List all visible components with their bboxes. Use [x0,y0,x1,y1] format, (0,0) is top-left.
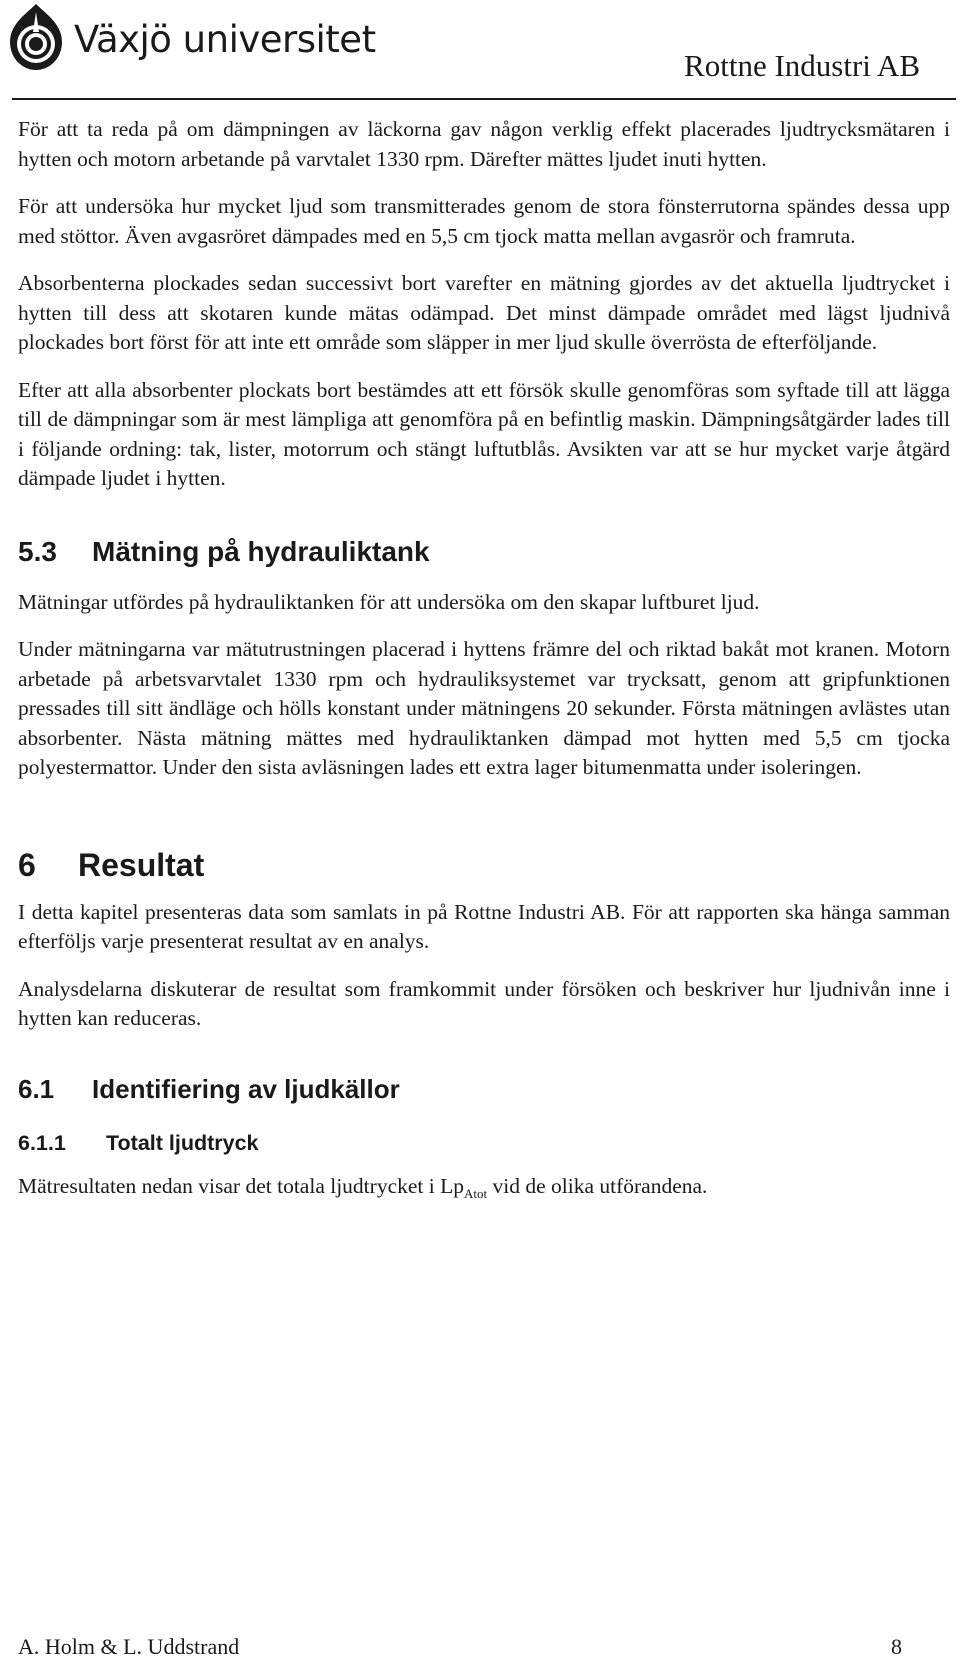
company-name: Rottne Industri AB [684,48,920,83]
paragraph: Under mätningarna var mätutrustningen placerad i hyttens främre del och riktad bakåt mot kranen. Motorn arbetade på arbetsvarvtalet 1330 rpm och hydrauliksystemet var trycksatt, genom att gripfunktionen pressades till sitt ändläge och hölls konstant under mätningens 20 sekunder. Första mätningen avlästes utan absorbenter. Nästa mätning mättes med hydrauliktanken dämpad mot hytten med 5,5 cm tjocka polyestermattor. Under den sista avläsningen lades ett extra lager bitumenmatta under isoleringen. [18,637,950,779]
section-number: 6.1 [18,1073,55,1104]
text: Mätresultaten nedan visar det totala ljudtrycket i Lp [18,1173,464,1198]
university-name: Växjö universitet [74,18,376,61]
paragraph [18,1172,950,1202]
section-number: 5.3 [18,535,57,567]
page-content [18,115,950,1219]
page-number: 8 [891,1634,902,1659]
footer-authors: A. Holm & L. Uddstrand [18,1634,240,1659]
paragraph: Absorbenterna plockades sedan successivt bort varefter en mätning gjordes av det aktuella ljudtrycket i hytten till dess att skotaren kunde mätas odämpad. Det minst dämpade området med lägst ljudnivå plockades bort först för att inte ett område som släpper in mer ljud skulle överrösta de efterföljande. [18,271,950,354]
chapter-heading-6 [18,847,950,884]
section-heading-6-1 [18,1074,950,1105]
paragraph: För att ta reda på om dämpningen av läckorna gav någon verklig effekt placerades ljudtrycksmätaren i hytten och motorn arbetande på varvtalet 1330 rpm. Därefter mättes ljudet inuti hytten. [18,117,950,171]
text: vid de olika utförandena. [487,1173,708,1198]
paragraph: Mätningar utfördes på hydrauliktanken för att undersöka om den skapar luftburet ljud. [18,589,760,614]
section-heading-5-3 [18,536,950,568]
subsection-heading-6-1-1 [18,1131,950,1156]
paragraph: Efter att alla absorbenter plockats bort bestämdes att ett försök skulle genomföras som syftade till att lägga till de dämpningar som är mest lämpliga att genomföra på en befintlig maskin. Dämpningsåtgärder lades till i följande ordning: tak, lister, motorrum och stängt luftutblås. Avsikten var att se hur mycket varje åtgärd dämpade ljudet i hytten. [18,377,950,490]
page-footer [0,1620,960,1659]
university-seal-logo [4,2,68,72]
section-title: Resultat [78,846,205,883]
subscript: Atot [463,1185,488,1201]
page-header [0,0,960,100]
header-divider [12,98,956,100]
section-title: Totalt ljudtryck [106,1130,259,1155]
paragraph: I detta kapitel presenteras data som samlats in på Rottne Industri AB. För att rapporten ska hänga samman efterföljs varje presenterat resultat av en analys. [18,899,950,953]
paragraph: Analysdelarna diskuterar de resultat som framkommit under försöken och beskriver hur ljudnivån inne i hytten kan reduceras. [18,976,950,1030]
section-title: Mätning på hydrauliktank [92,535,430,567]
section-title: Identifiering av ljudkällor [92,1073,400,1104]
paragraph: För att undersöka hur mycket ljud som transmitterades genom de stora fönsterrutorna spändes dessa upp med stöttor. Även avgasröret dämpades med en 5,5 cm tjock matta mellan avgasrör och framruta. [18,194,950,248]
section-number: 6 [18,846,36,883]
section-number: 6.1.1 [18,1130,66,1155]
